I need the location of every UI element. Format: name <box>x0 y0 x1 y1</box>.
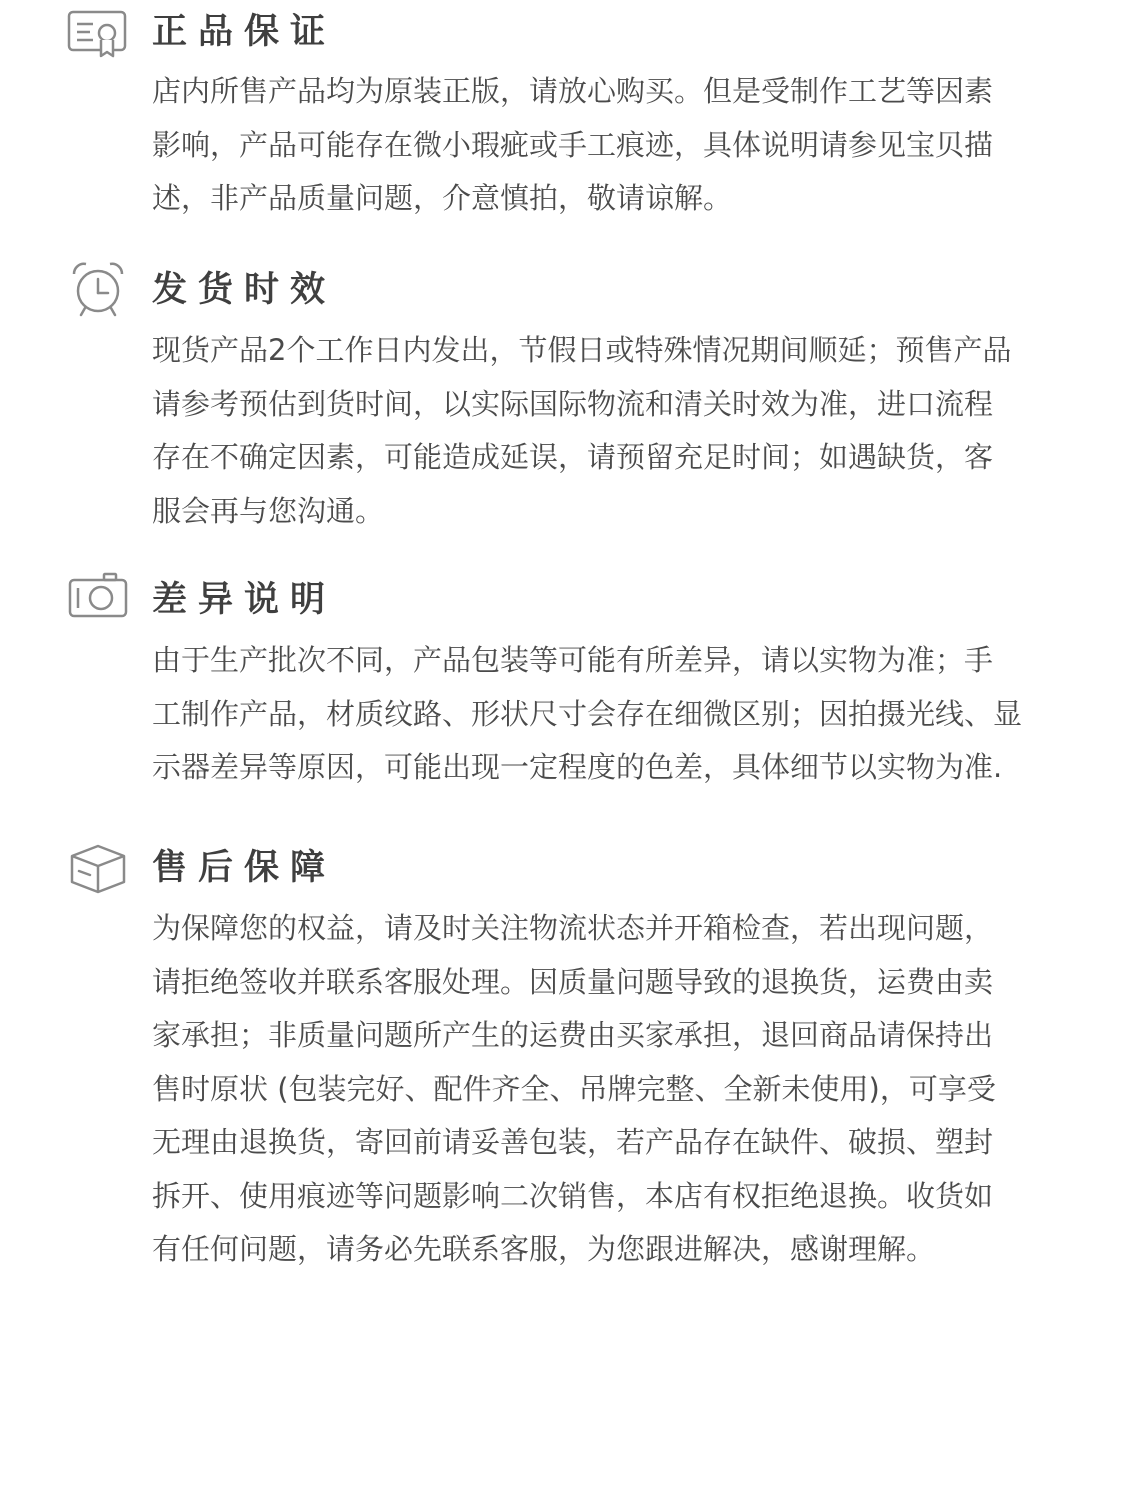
body-line: 请参考预估到货时间，以实际国际物流和清关时效为准，进口流程 <box>152 386 994 421</box>
body-line: 无理由退换货，寄回前请妥善包装，若产品存在缺件、破损、塑封 <box>152 1125 994 1159</box>
body-line: 工制作产品，材质纹路、形状尺寸会存在细微区别；因拍摄光线、显 <box>152 696 1023 731</box>
section-body <box>152 65 1082 226</box>
certificate-icon <box>66 6 130 66</box>
body-line: 述，非产品质量问题，介意慎拍，敬请谅解。 <box>152 181 733 215</box>
body-line: 店内所售产品均为原装正版，请放心购买。但是受制作工艺等因素 <box>152 74 994 108</box>
section-title: 售后保障 <box>152 848 337 888</box>
package-box-icon <box>66 838 130 898</box>
body-line: 存在不确定因素，可能造成延误，请预留充足时间；如遇缺货，客 <box>152 440 994 474</box>
body-line: 有任何问题，请务必先联系客服，为您跟进解决，感谢理解。 <box>152 1232 936 1266</box>
section-title: 发货时效 <box>152 270 337 310</box>
section-body <box>152 634 1082 795</box>
alarm-clock-icon <box>66 260 130 320</box>
section-title: 差异说明 <box>152 580 337 620</box>
body-line: 售时原状 (包装完好、配件齐全、吊牌完整、全新未使用)，可享受 <box>152 1071 996 1106</box>
body-line: 请拒绝签收并联系客服处理。因质量问题导致的退换货，运费由卖 <box>152 964 994 999</box>
section-title: 正品保证 <box>152 12 337 52</box>
section-body <box>152 324 1082 538</box>
body-line: 现货产品2个工作日内发出，节假日或特殊情况期间顺延；预售产品 <box>152 333 1012 367</box>
body-line: 拆开、使用痕迹等问题影响二次销售，本店有权拒绝退换。收货如 <box>152 1178 994 1213</box>
camera-icon <box>66 568 130 628</box>
body-line: 由于生产批次不同，产品包装等可能有所差异，请以实物为准；手 <box>152 643 994 677</box>
section-body <box>152 902 1082 1277</box>
body-line: 为保障您的权益，请及时关注物流状态并开箱检查，若出现问题， <box>152 911 994 945</box>
body-line: 影响，产品可能存在微小瑕疵或手工痕迹，具体说明请参见宝贝描 <box>152 127 994 162</box>
body-line: 服会再与您沟通。 <box>152 493 385 528</box>
body-line: 示器差异等原因，可能出现一定程度的色差，具体细节以实物为准. <box>152 750 1003 784</box>
body-line: 家承担；非质量问题所产生的运费由买家承担，退回商品请保持出 <box>152 1018 994 1052</box>
